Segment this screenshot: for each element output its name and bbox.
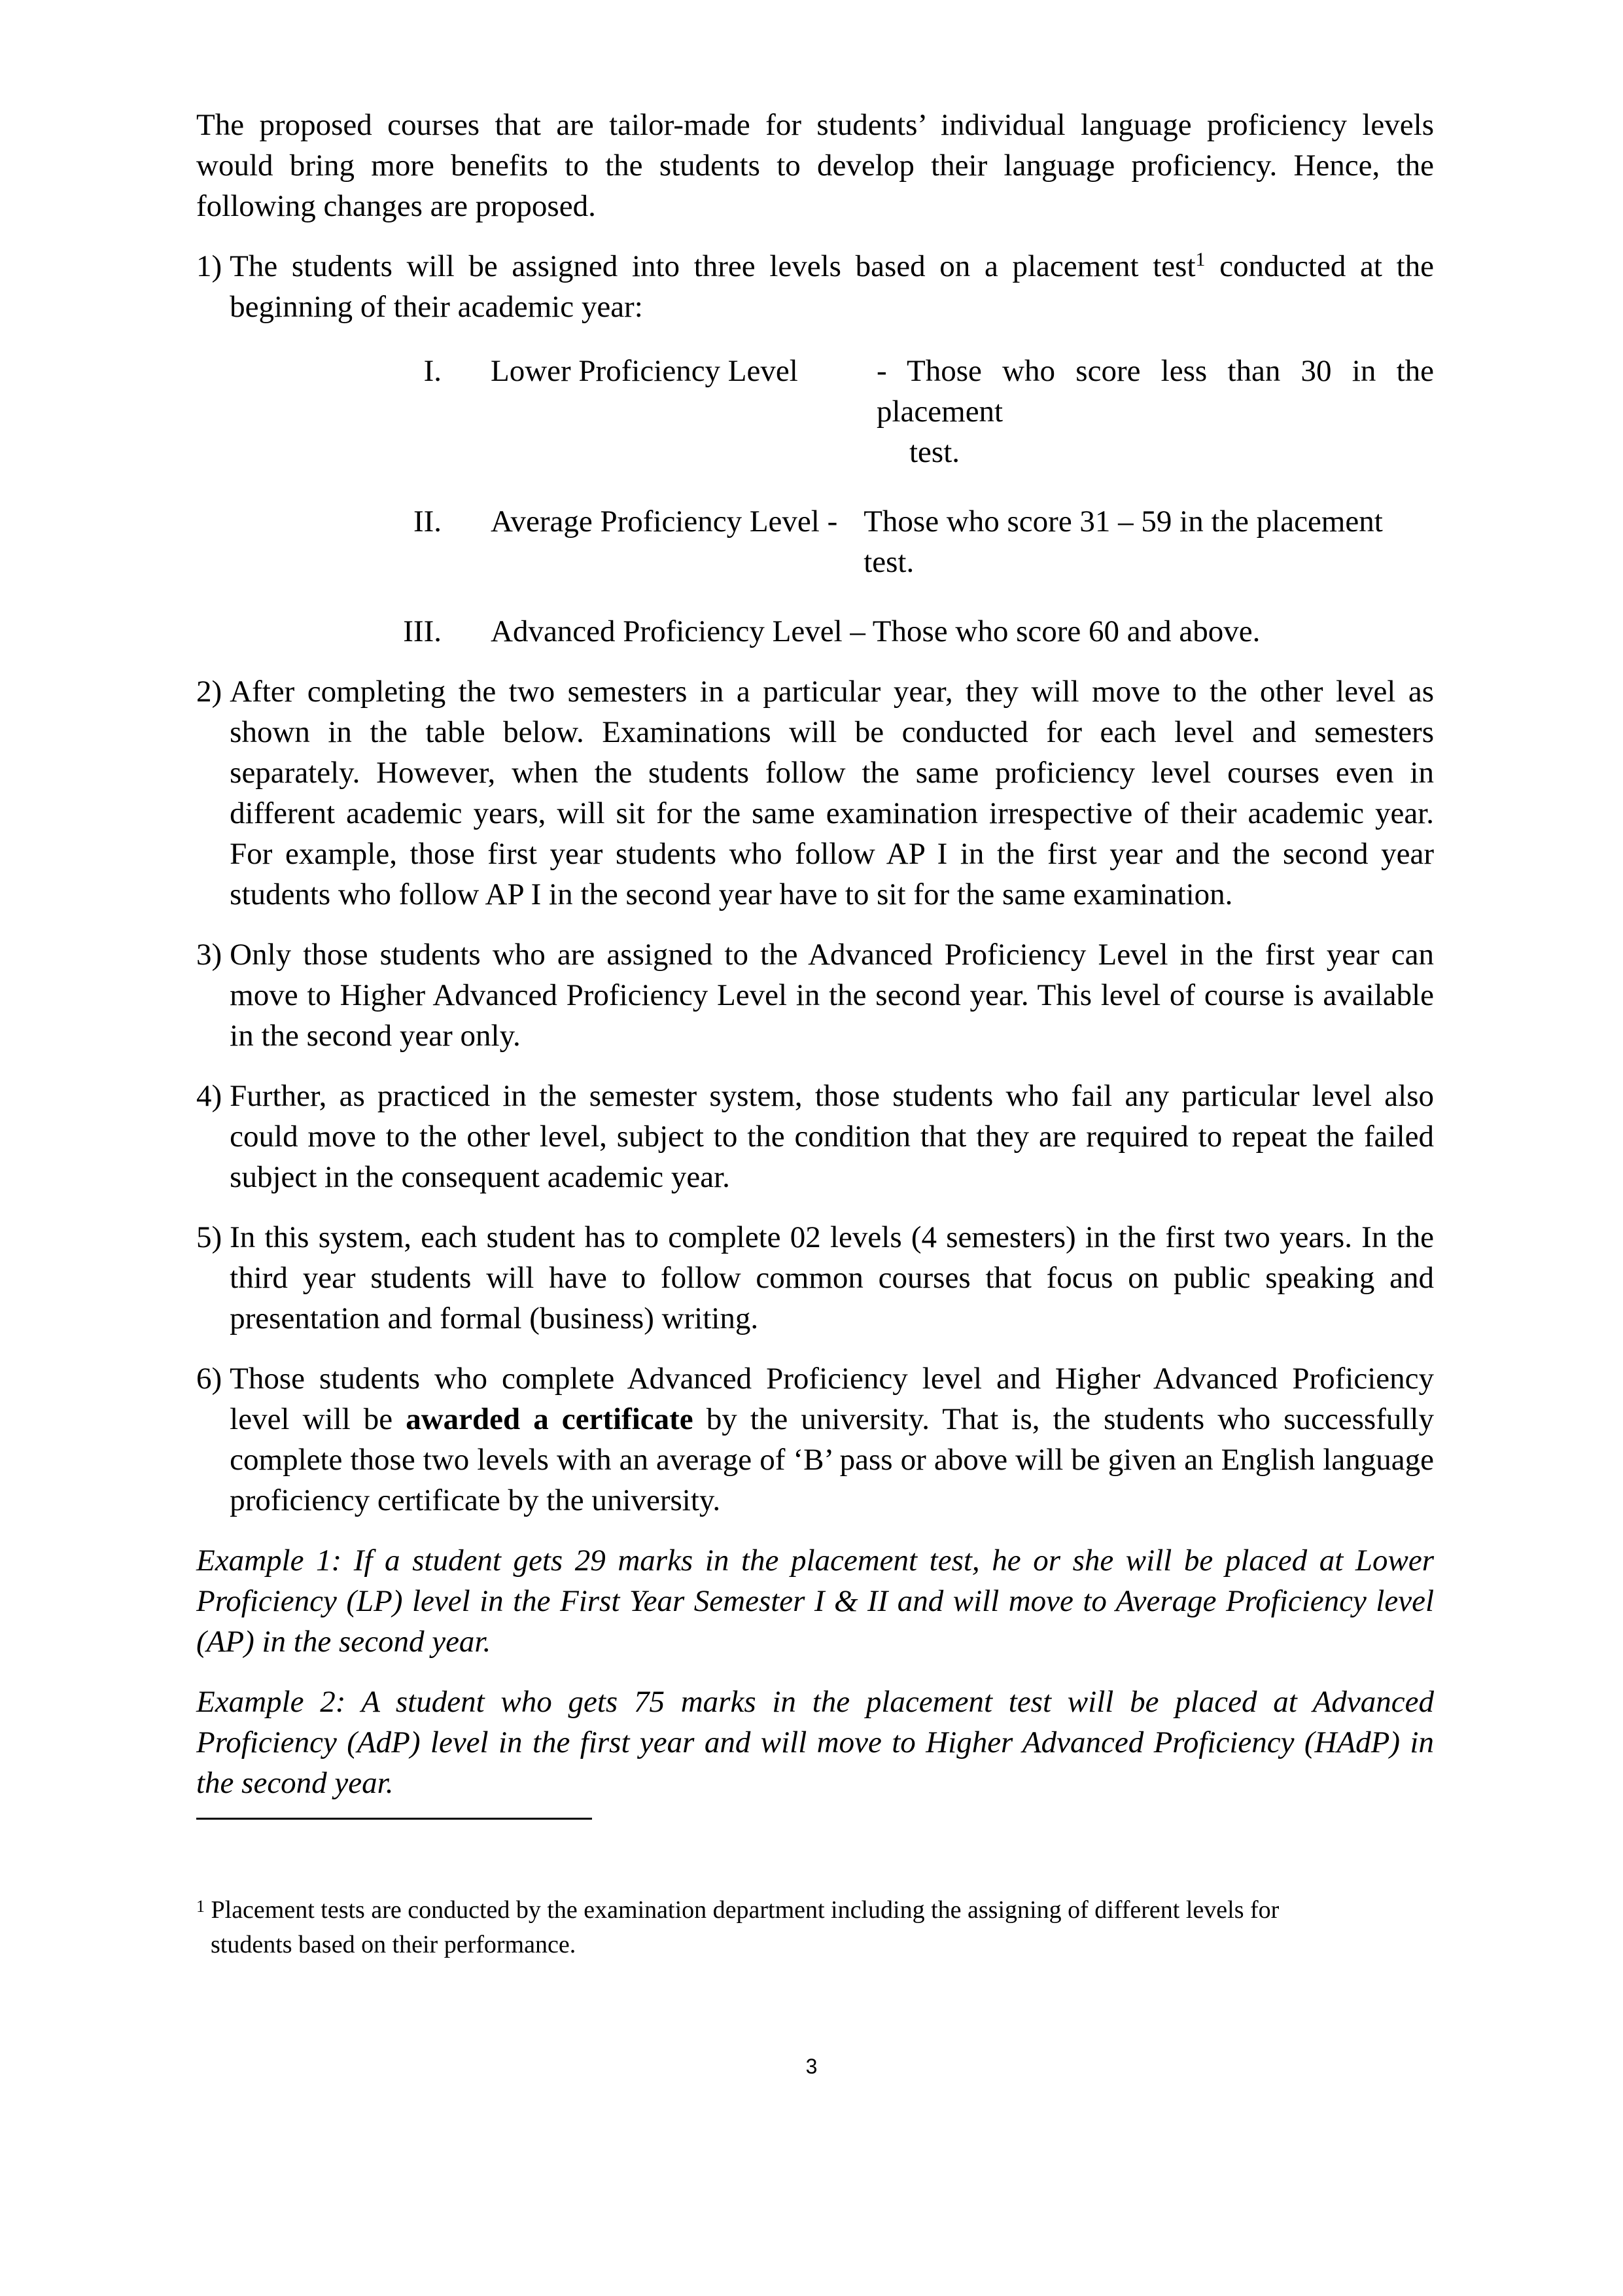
footnote-marker: 1 [1195,249,1206,270]
footnote-text-line2: students based on their performance. [211,1931,576,1958]
footnote [196,1893,1434,1962]
list-item-number: 3) [196,938,222,972]
proficiency-levels [196,351,1434,652]
list-item-6 [196,1358,1434,1521]
level-name: Lower Proficiency Level [491,354,798,388]
list-item-number: 2) [196,675,222,709]
level-name: Average Proficiency Level - [491,504,838,539]
footnote-marker: 1 [196,1897,205,1916]
list-item-text: Only those students who are assigned to the Advanced Proficiency Level in the first year can move to Higher Advanced Proficiency Level in the second year. This level of course is available in the second year only. [230,938,1434,1053]
list-item-text: Further, as practiced in the semester system, those students who fail any particular level also could move to the other level, subject to the condition that they are required to repeat the failed subject in the consequent academic year. [230,1079,1434,1194]
footnote-text-line1: Placement tests are conducted by the examination department including the assigning of different levels for [211,1896,1280,1924]
level-description: - Those who score less than 30 in the placement test. [877,354,1434,469]
document-body [196,105,1434,1823]
list-item-1 [196,246,1434,327]
level-description: Those who score 31 – 59 in the placement test. [864,504,1383,579]
level-advanced [196,611,1434,652]
list-item-number: 6) [196,1362,222,1396]
level-numeral: II. [413,504,442,539]
list-item-text: After completing the two semesters in a particular year, they will move to the other level as shown in the table below. Examinations will be conducted for each level and semesters separately. However, when the students follow the same proficiency level courses even in different academic years, will sit for the same examination irrespective of their academic year. For example, those first year students who follow AP I in the first year and the second year students who follow AP I in the second year have to sit for the same examination. [230,675,1434,911]
example-1: Example 1: If a student gets 29 marks in the placement test, he or she will be placed at Lower Proficiency (LP) level in the First Year Semester I & II and will move to Average Proficiency level (AP) in the second year. [196,1544,1434,1659]
footnote-separator [196,1818,592,1820]
list-item-number: 5) [196,1220,222,1254]
list-item-number: 4) [196,1079,222,1113]
list-item-text: Those students who complete Advanced Proficiency level and Higher Advanced Proficiency level will be awarded a certificate by the university. That is, the students who successfully complete those two levels with an average of ‘B’ pass or above will be given an English language proficiency certificate by the university. [230,1362,1434,1517]
list-item-text: In this system, each student has to complete 02 levels (4 semesters) in the first two years. In the third year students will have to follow common courses that focus on public speaking and presentation and formal (business) writing. [230,1220,1434,1335]
intro-paragraph: The proposed courses that are tailor-made for students’ individual language proficiency levels would bring more benefits to the students to develop their language proficiency. Hence, the following changes are proposed. [196,108,1434,223]
level-average [196,501,1434,582]
list-item-text: The students will be assigned into three levels based on a placement test$^1$ conducted at the beginning of their academic year: [230,249,1435,324]
list-item-4 [196,1076,1434,1197]
level-numeral: I. [423,354,442,388]
list-item-5 [196,1217,1434,1339]
page-number: 3 [805,2055,818,2078]
list-item-3 [196,934,1434,1056]
list-item-number: 1) [196,249,222,283]
level-lower [196,351,1434,472]
emphasis-bold: awarded a certificate [406,1402,693,1436]
list-item-2 [196,671,1434,915]
level-numeral: III. [403,614,442,648]
level-text: Advanced Proficiency Level – Those who score 60 and above. [491,614,1261,648]
example-2: Example 2: A student who gets 75 marks in the placement test will be placed at Advanced Proficiency (AdP) level in the first year and will move to Higher Advanced Proficiency (HAdP) in the second year. [196,1685,1434,1800]
